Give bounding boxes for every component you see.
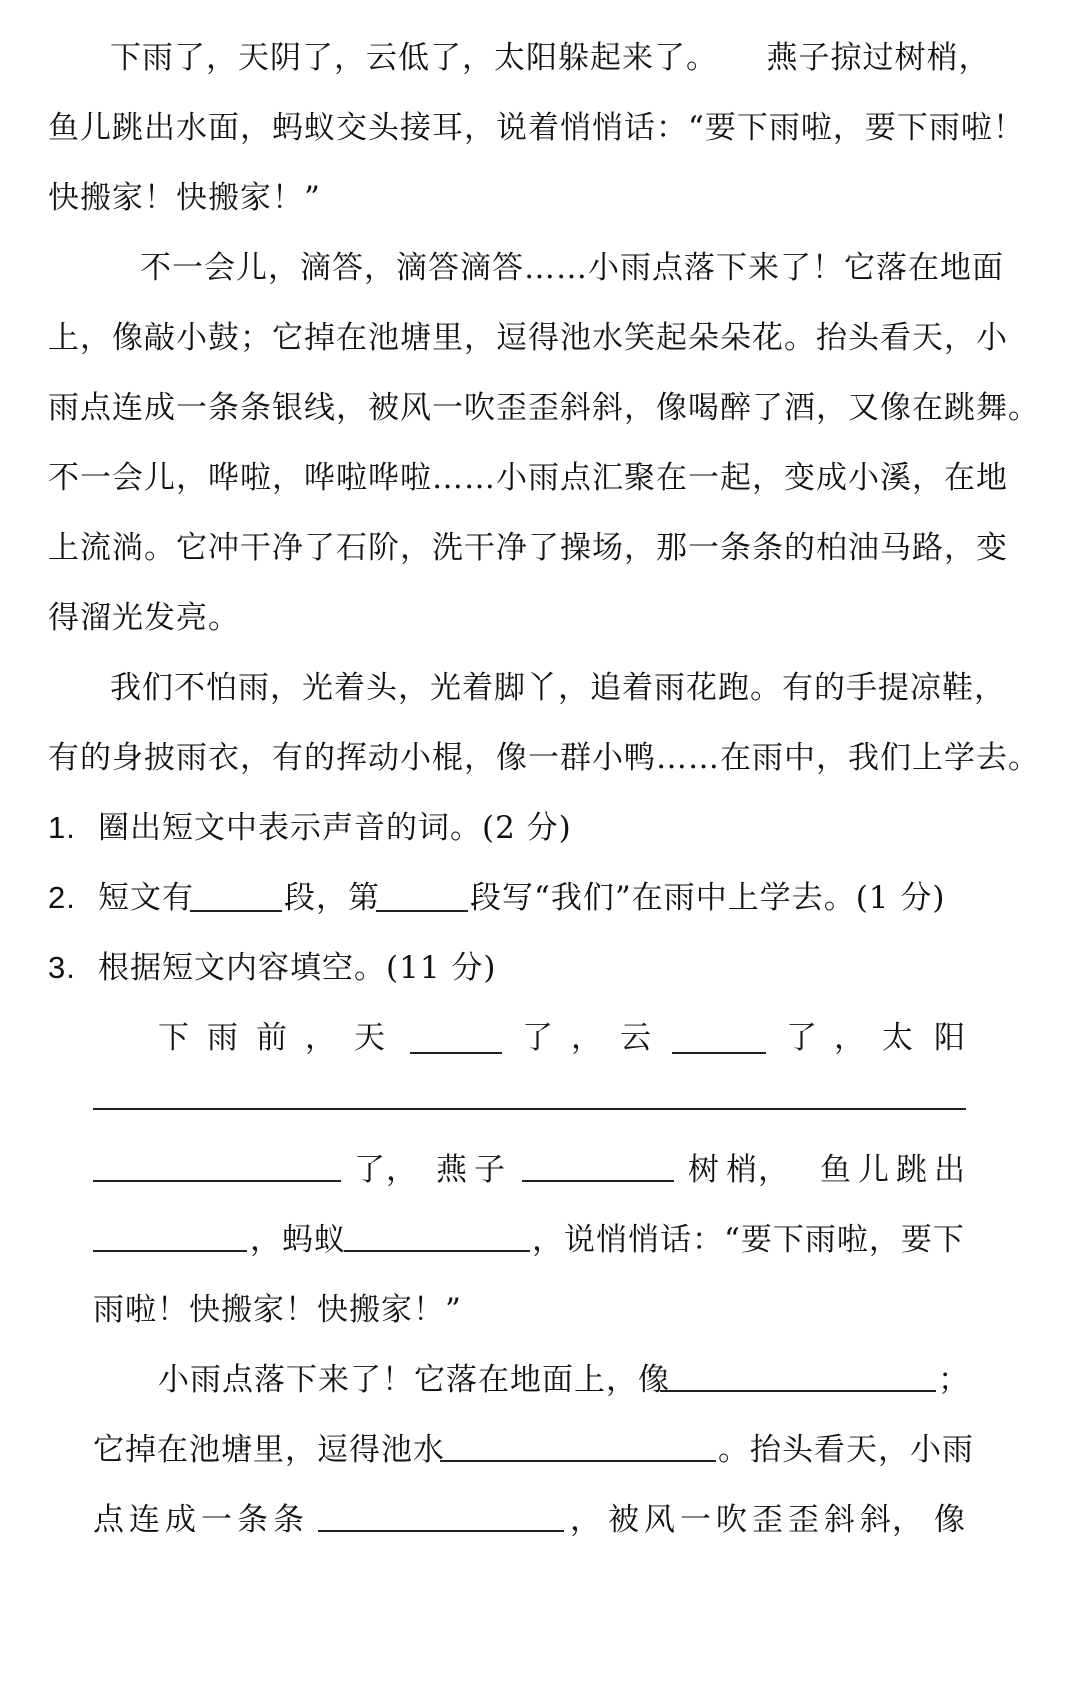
- passage-p2-line-2: 上，像敲小鼓；它掉在池塘里，逗得池水笑起朵朵花。抬头看天，小: [48, 320, 1008, 356]
- fill-blank-swallow[interactable]: [522, 1180, 674, 1182]
- fill-row-1-b: 雨: [207, 1020, 239, 1056]
- fill-row-3-c: 子: [474, 1152, 506, 1188]
- fill-row-6-a: 小雨点落下来了！它落在地面上，像: [158, 1362, 670, 1398]
- fill-blank-sun-continued[interactable]: [93, 1180, 341, 1182]
- passage-p1-line-3: 快搬家！快搬家！”: [48, 180, 321, 216]
- fill-row-8-n: 斜: [824, 1502, 856, 1538]
- fill-row-7-b: 。抬头看天，小雨: [718, 1432, 974, 1468]
- fill-row-8-k: 吹: [716, 1502, 748, 1538]
- fill-row-8-l: 歪: [752, 1502, 784, 1538]
- fill-row-6-b: ；: [938, 1362, 970, 1398]
- fill-row-8-f: 条: [273, 1502, 305, 1538]
- fill-blank-threads[interactable]: [318, 1530, 564, 1532]
- fill-row-8-b: 连: [129, 1502, 161, 1538]
- passage-p3-line-2: 有的身披雨衣，有的挥动小棍，像一群小鸭……在雨中，我们上学去。: [48, 740, 1040, 776]
- question-2-part-a: 短文有: [98, 880, 194, 916]
- fill-row-1-d: ，: [305, 1020, 337, 1056]
- fill-row-1-l: 阳: [934, 1020, 966, 1056]
- question-2-blank-1[interactable]: [190, 910, 282, 912]
- fill-blank-cloud[interactable]: [672, 1052, 766, 1054]
- question-1-text: 圈出短文中表示声音的词。(2 分): [98, 810, 572, 846]
- passage-p2-line-5: 上流淌。它冲干净了石阶，洗干净了操场，那一条条的柏油马路，变: [48, 530, 1008, 566]
- fill-row-1-e: 天: [354, 1020, 386, 1056]
- passage-p2-line-3: 雨点连成一条条银线，被风一吹歪歪斜斜，像喝醉了酒，又像在跳舞。: [48, 390, 1040, 426]
- passage-p3-line-1: 我们不怕雨，光着头，光着脚丫，追着雨花跑。有的手提凉鞋，: [110, 670, 1006, 706]
- passage-p2-line-4: 不一会儿，哗啦，哗啦哗啦……小雨点汇聚在一起，变成小溪，在地: [48, 460, 1008, 496]
- fill-row-1-i: 了: [786, 1020, 818, 1056]
- fill-row-1-g: ，: [571, 1020, 603, 1056]
- fill-row-7-a: 它掉在池塘里，逗得池水: [93, 1432, 445, 1468]
- fill-row-3-f: 鱼: [820, 1152, 852, 1188]
- fill-row-8-c: 成: [165, 1502, 197, 1538]
- fill-row-8-p: 像: [934, 1502, 966, 1538]
- fill-row-1-k: 太: [882, 1020, 914, 1056]
- question-1-number: 1.: [48, 810, 76, 845]
- fill-row-4-a: ，蚂蚁: [250, 1222, 346, 1258]
- fill-row-1-h: 云: [620, 1020, 652, 1056]
- fill-row-1-j: ，: [834, 1020, 866, 1056]
- fill-row-1-f: 了: [522, 1020, 554, 1056]
- question-2-part-c: 段写“我们”在雨中上学去。(1 分): [470, 880, 946, 916]
- fill-row-3-g: 儿: [858, 1152, 890, 1188]
- fill-row-3-d: 树: [688, 1152, 720, 1188]
- fill-row-8-d: 一: [201, 1502, 233, 1538]
- fill-row-8-i: 风: [644, 1502, 676, 1538]
- fill-blank-sky[interactable]: [410, 1052, 502, 1054]
- fill-blank-sun[interactable]: [93, 1108, 966, 1110]
- fill-row-3-b: 燕: [436, 1152, 468, 1188]
- question-2-number: 2.: [48, 880, 76, 915]
- fill-row-1-a: 下: [158, 1020, 190, 1056]
- fill-row-5-text: 雨啦！快搬家！快搬家！”: [93, 1292, 462, 1328]
- fill-row-3-i: 出: [934, 1152, 966, 1188]
- fill-row-4-b: ，说悄悄话：“要下雨啦，要下: [532, 1222, 965, 1258]
- passage-p2-line-1: 不一会儿，滴答，滴答滴答……小雨点落下来了！它落在地面: [140, 250, 1004, 286]
- fill-row-3-a: 了，: [354, 1152, 418, 1188]
- question-2-part-b: 段，第: [284, 880, 380, 916]
- fill-blank-fish[interactable]: [93, 1250, 247, 1252]
- fill-row-1-c: 前: [256, 1020, 288, 1056]
- question-3-number: 3.: [48, 950, 76, 985]
- fill-row-8-m: 歪: [788, 1502, 820, 1538]
- question-2-blank-2[interactable]: [376, 910, 468, 912]
- fill-blank-pond[interactable]: [440, 1460, 716, 1462]
- fill-row-8-h: 被: [608, 1502, 640, 1538]
- passage-p1-line-1: 下雨了，天阴了，云低了，太阳躲起来了。 燕子掠过树梢，: [110, 40, 991, 76]
- passage-p2-line-6: 得溜光发亮。: [48, 600, 240, 636]
- fill-row-8-e: 条: [237, 1502, 269, 1538]
- fill-row-3-h: 跳: [896, 1152, 928, 1188]
- fill-row-8-j: 一: [680, 1502, 712, 1538]
- fill-row-8-g: ，: [570, 1502, 602, 1538]
- passage-p1-line-2: 鱼儿跳出水面，蚂蚁交头接耳，说着悄悄话：“要下雨啦，要下雨啦！: [48, 110, 1025, 146]
- question-3-text: 根据短文内容填空。(11 分): [98, 950, 497, 986]
- fill-row-8-a: 点: [93, 1502, 125, 1538]
- fill-blank-ants[interactable]: [344, 1250, 530, 1252]
- fill-blank-ground[interactable]: [660, 1390, 936, 1392]
- fill-row-8-o: 斜，: [860, 1502, 924, 1538]
- fill-row-3-e: 梢，: [726, 1152, 790, 1188]
